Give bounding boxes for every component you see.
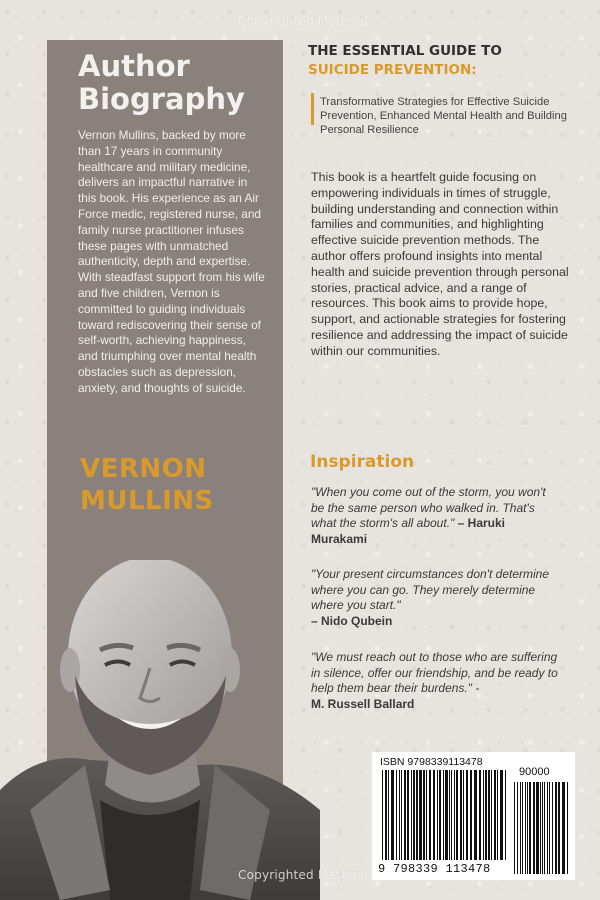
barcode-bar: [413, 770, 415, 860]
addon-barcode-bars: [514, 782, 568, 874]
price-code: 90000: [519, 766, 550, 778]
barcode-bar: [514, 782, 515, 874]
barcode-bar: [445, 770, 448, 860]
barcode-bar: [433, 770, 435, 860]
barcode-bar: [522, 782, 523, 874]
watermark-bottom: Copyrighted Material: [238, 868, 369, 882]
guide-title-accent: SUICIDE PREVENTION:: [308, 62, 477, 78]
barcode-bar: [423, 770, 425, 860]
quote-text: "Your present circumstances don't determine where you can go. They merely determine where you start.": [311, 567, 550, 612]
barcode-bar: [500, 770, 503, 860]
barcode-bar: [382, 770, 383, 860]
quote-text: "When you come out of the storm, you won't be the same person who walked in. That's what the storm's all about.": [311, 485, 546, 530]
barcode-bar: [505, 770, 506, 860]
bio-text: Vernon Mullins, backed by more than 17 years in community healthcare and military medicine, delivers an impactful narrative in this book. His experience as an Air Force medic, registered nurse, and family nurse practitioner infuses these pages with unmatched authenticity, depth and expertise. With steadfast support from his wife and five children, Vernon is committed to guiding individuals toward rediscovering their sense of self-worth, achieving happiness, and triumphing over mental health obstacles such as depression, anxiety, and thoughts of suicide.: [78, 128, 265, 395]
isbn-digits: 9 798339 113478: [378, 862, 491, 876]
barcode-bar: [552, 782, 553, 874]
barcode-bar: [479, 770, 481, 860]
barcode-bar: [463, 770, 464, 860]
barcode-bar: [520, 782, 521, 874]
barcode-bar: [494, 770, 496, 860]
quote-item: [311, 567, 561, 629]
barcode-box: [372, 752, 575, 880]
author-name: VERNON MULLINS: [80, 454, 214, 516]
barcode-bar: [567, 782, 568, 874]
barcode-bar: [536, 782, 539, 874]
quote-item: [311, 485, 561, 547]
barcode-bar: [401, 770, 402, 860]
barcode-bar: [399, 770, 400, 860]
watermark-top: Copyrighted Material: [238, 14, 369, 28]
guide-tagline: Transformative Strategies for Effective Suicide Prevention, Enhanced Mental Health and Building Personal Resilience: [320, 96, 567, 136]
barcode-bar: [388, 770, 389, 860]
inspiration-heading: Inspiration: [310, 452, 415, 472]
barcode-bar: [562, 782, 565, 874]
isbn-barcode: [372, 752, 575, 880]
quote-author: – Nido Qubein: [311, 613, 393, 628]
quote-text: "We must reach out to those who are suffering in silence, offer our friendship, and be ready to help them bear their burdens." -: [311, 650, 558, 695]
barcode-bar: [529, 782, 531, 874]
main-barcode-bars: [382, 770, 506, 860]
barcode-bar: [411, 770, 412, 860]
barcode-bar: [555, 782, 557, 874]
barcode-bar: [437, 770, 438, 860]
quote-item: [311, 650, 561, 712]
barcode-bar: [544, 782, 545, 874]
barcode-bar: [527, 782, 528, 874]
barcode-bar: [426, 770, 427, 860]
barcode-bar: [497, 770, 498, 860]
tagline-accent-bar: [311, 93, 314, 125]
barcode-bar: [491, 770, 492, 860]
quote-author: – Haruki Murakami: [311, 516, 505, 546]
barcode-bar: [454, 770, 455, 860]
barcode-bar: [456, 770, 458, 860]
isbn-label: ISBN 9798339113478: [380, 756, 483, 768]
quote-author: M. Russell Ballard: [311, 696, 415, 711]
barcode-bar: [542, 782, 543, 874]
barcode-bar: [549, 782, 550, 874]
barcode-bar: [404, 770, 406, 860]
barcode-bar: [396, 770, 397, 860]
barcode-bar: [439, 770, 441, 860]
barcode-bar: [466, 770, 468, 860]
barcode-bar: [517, 782, 518, 874]
barcode-bar: [451, 770, 452, 860]
barcode-bar: [558, 782, 560, 874]
barcode-bar: [385, 770, 387, 860]
barcode-bar: [460, 770, 462, 860]
bio-title: Author Biography: [78, 49, 245, 116]
barcode-bar: [407, 770, 409, 860]
barcode-bar: [449, 770, 450, 860]
author-photo: [0, 560, 320, 900]
barcode-bar: [474, 770, 477, 860]
guide-title: THE ESSENTIAL GUIDE TO: [308, 43, 502, 59]
barcode-bar: [443, 770, 444, 860]
barcode-bar: [488, 770, 490, 860]
barcode-bar: [419, 770, 422, 860]
barcode-bar: [485, 770, 487, 860]
barcode-bar: [429, 770, 431, 860]
barcode-bar: [391, 770, 394, 860]
book-description: This book is a heartfelt guide focusing on empowering individuals in times of struggle, building understanding and connection within families and communities, and highlighting effective suicide prevention methods. The author offers profound insights into mental health and suicide prevention through personal stories, practical advice, and a range of resources. This book aims to provide hope, support, and actionable strategies for fostering resilience and addressing the impact of suicide within our communities.: [311, 170, 569, 358]
barcode-bar: [483, 770, 484, 860]
barcode-bar: [525, 782, 526, 874]
barcode-bar: [533, 782, 535, 874]
barcode-bar: [540, 782, 541, 874]
barcode-bar: [470, 770, 472, 860]
barcode-bar: [547, 782, 548, 874]
barcode-bar: [416, 770, 418, 860]
